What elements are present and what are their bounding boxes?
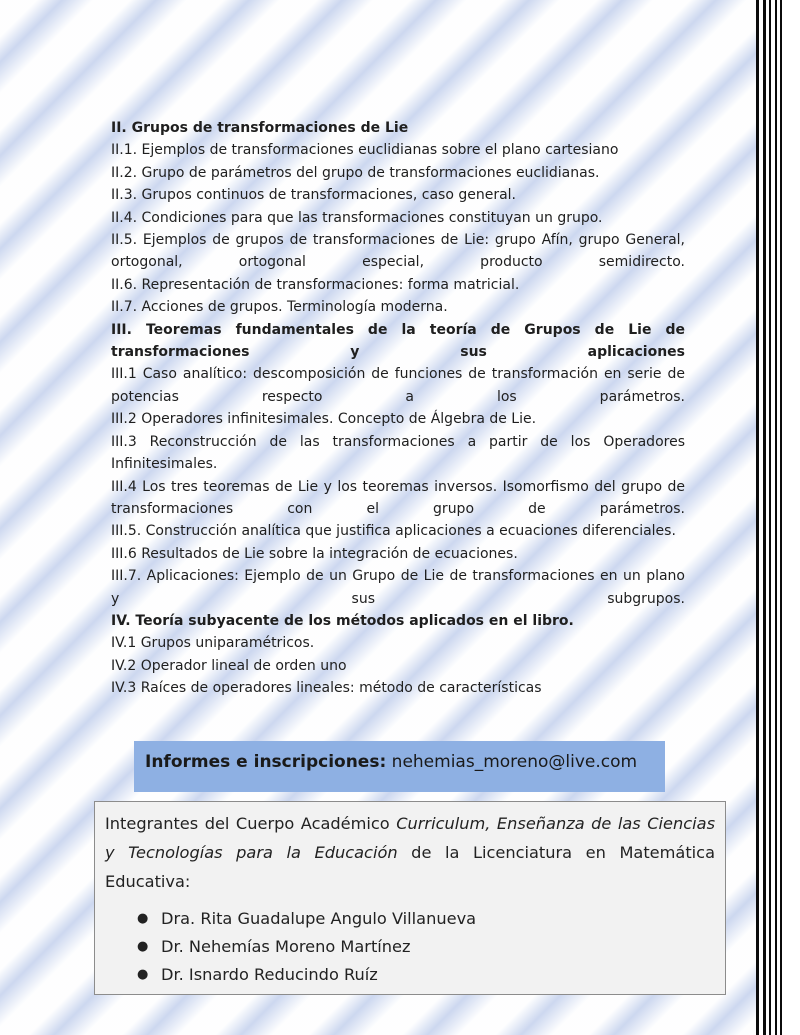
syllabus-item: III.1 Caso analítico: descomposición de funciones de transformación en serie de potencias respecto a los parámetros. (111, 366, 685, 405)
syllabus-item: IV.3 Raíces de operadores lineales: método de características (111, 680, 542, 697)
syllabus-list (111, 117, 685, 700)
syllabus-item: II.3. Grupos continuos de transformaciones, caso general. (111, 187, 517, 204)
syllabus-item: IV.1 Grupos uniparamétricos. (111, 635, 315, 652)
border-line (763, 0, 766, 1035)
section-heading: III. Teoremas fundamentales de la teoría de Grupos de Lie de transformaciones y sus aplicaciones (111, 321, 685, 361)
syllabus-item: II.7. Acciones de grupos. Terminología moderna. (111, 299, 448, 316)
syllabus-item: III.3 Reconstrucción de las transformaciones a partir de los Operadores Infinitesimales. (111, 433, 685, 473)
contact-banner (134, 741, 665, 792)
syllabus-item: II.4. Condiciones para que las transformaciones constituyan un grupo. (111, 209, 603, 226)
bullet-icon: ● (137, 939, 149, 954)
contact-email[interactable]: nehemias_moreno@live.com (391, 752, 638, 772)
syllabus-item: II.6. Representación de transformaciones: forma matricial. (111, 276, 520, 293)
syllabus-item: II.1. Ejemplos de transformaciones euclidianas sobre el plano cartesiano (111, 142, 619, 159)
member-item (137, 933, 715, 961)
border-line (769, 0, 771, 1035)
page-border-lines (756, 0, 800, 1035)
syllabus-item: II.5. Ejemplos de grupos de transformaciones de Lie: grupo Afín, grupo General, ortogonal, ortogonal especial, producto semidirecto. (111, 232, 685, 271)
syllabus-item: III.6 Resultados de Lie sobre la integración de ecuaciones. (111, 545, 518, 562)
intro-text: Integrantes del Cuerpo Académico (105, 814, 397, 833)
member-item (137, 905, 715, 933)
member-item (137, 961, 715, 989)
bullet-icon: ● (137, 911, 149, 926)
section-heading: IV. Teoría subyacente de los métodos aplicados en el libro. (111, 612, 574, 629)
members-intro (105, 809, 715, 896)
section-heading: II. Grupos de transformaciones de Lie (111, 120, 409, 136)
members-list (105, 905, 715, 989)
intro-text: de la Licenciatura en Matemática Educativa: (105, 843, 715, 891)
member-name: Dra. Rita Guadalupe Angulo Villanueva (161, 909, 477, 928)
syllabus-item: III.2 Operadores infinitesimales. Concepto de Álgebra de Lie. (111, 411, 537, 428)
syllabus-item: IV.2 Operador lineal de orden uno (111, 657, 347, 674)
border-line (756, 0, 759, 1035)
academic-body-name: Curriculum, Enseñanza de las Ciencias y Tecnologías para la Educación (105, 814, 715, 862)
syllabus-item: III.4 Los tres teoremas de Lie y los teoremas inversos. Isomorfismo del grupo de transformaciones con el grupo de parámetros. (111, 478, 685, 517)
border-line (775, 0, 777, 1035)
member-name: Dr. Nehemías Moreno Martínez (161, 937, 411, 956)
syllabus-item: II.2. Grupo de parámetros del grupo de transformaciones euclidianas. (111, 164, 600, 181)
syllabus-item: III.7. Aplicaciones: Ejemplo de un Grupo de Lie de transformaciones en un plano y sus subgrupos. (111, 568, 685, 607)
member-name: Dr. Isnardo Reducindo Ruíz (161, 965, 378, 984)
bullet-icon: ● (137, 967, 149, 982)
contact-label: Informes e inscripciones: (145, 752, 387, 772)
members-box (94, 801, 726, 995)
border-line (780, 0, 782, 1035)
syllabus-item: III.5. Construcción analítica que justifica aplicaciones a ecuaciones diferenciales. (111, 523, 676, 540)
